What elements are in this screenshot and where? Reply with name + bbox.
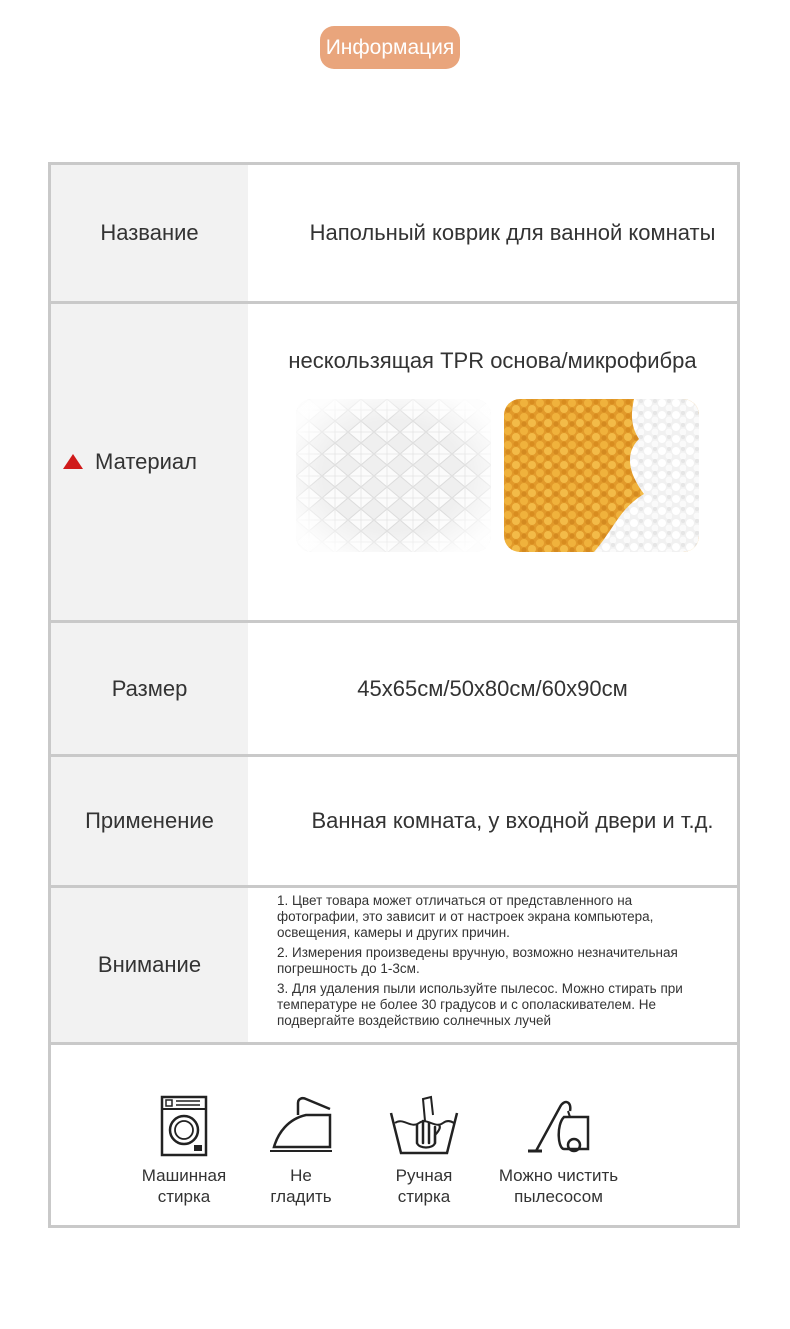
care-machine-wash	[124, 1095, 244, 1207]
row-application	[51, 757, 737, 888]
row-care-instructions	[51, 1045, 737, 1225]
row-label-application: Применение	[51, 757, 248, 885]
row-size	[51, 623, 737, 757]
washing-machine-icon	[160, 1095, 208, 1157]
care-label: Не гладить	[270, 1166, 332, 1206]
attention-notes	[277, 893, 717, 1033]
attention-note: 2. Измерения произведены вручную, возможно незначительная погрешность до 1-3см.	[277, 945, 678, 976]
row-value-application: Ванная комната, у входной двери и т.д.	[311, 808, 714, 833]
row-attention	[51, 888, 737, 1045]
row-value-attention	[248, 888, 737, 1042]
care-label: Ручная стирка	[395, 1166, 453, 1206]
row-label-attention: Внимание	[51, 888, 248, 1042]
no-iron-icon	[268, 1095, 334, 1157]
row-label-name: Название	[51, 165, 248, 301]
red-triangle-icon	[63, 454, 83, 469]
care-label: Можно чистить пылесосом	[498, 1166, 619, 1206]
row-value-name: Напольный коврик для ванной комнаты	[309, 220, 716, 245]
row-name	[51, 165, 737, 304]
vacuum-cleaner-icon	[524, 1095, 594, 1157]
attention-note: 1. Цвет товара может отличаться от представленного на фотографии, это зависит и от настроек экрана компьютера, освещения, камеры и других причин.	[277, 893, 654, 940]
hand-wash-icon	[389, 1095, 459, 1157]
tpr-base-image	[296, 399, 491, 552]
care-hand-wash	[364, 1095, 484, 1207]
care-no-iron	[241, 1095, 361, 1207]
care-label: Машинная стирка	[141, 1166, 227, 1206]
row-label-material	[51, 304, 248, 620]
microfiber-image	[504, 399, 699, 552]
row-material	[51, 304, 737, 623]
row-value-size: 45x65см/50x80см/60x90см	[357, 675, 628, 701]
row-value-material	[248, 304, 737, 620]
info-badge: Информация	[320, 26, 460, 69]
row-label-size: Размер	[51, 623, 248, 754]
material-label-text: Материал	[95, 449, 197, 474]
product-info-table	[48, 162, 740, 1228]
material-description: нескользящая TPR основа/микрофибра	[288, 348, 697, 373]
care-vacuum	[491, 1095, 626, 1207]
attention-note: 3. Для удаления пыли используйте пылесос. Можно стирать при температуре не более 30 градусов и с ополаскивателем. Не подвергайте воздействию солнечных лучей	[277, 981, 683, 1028]
